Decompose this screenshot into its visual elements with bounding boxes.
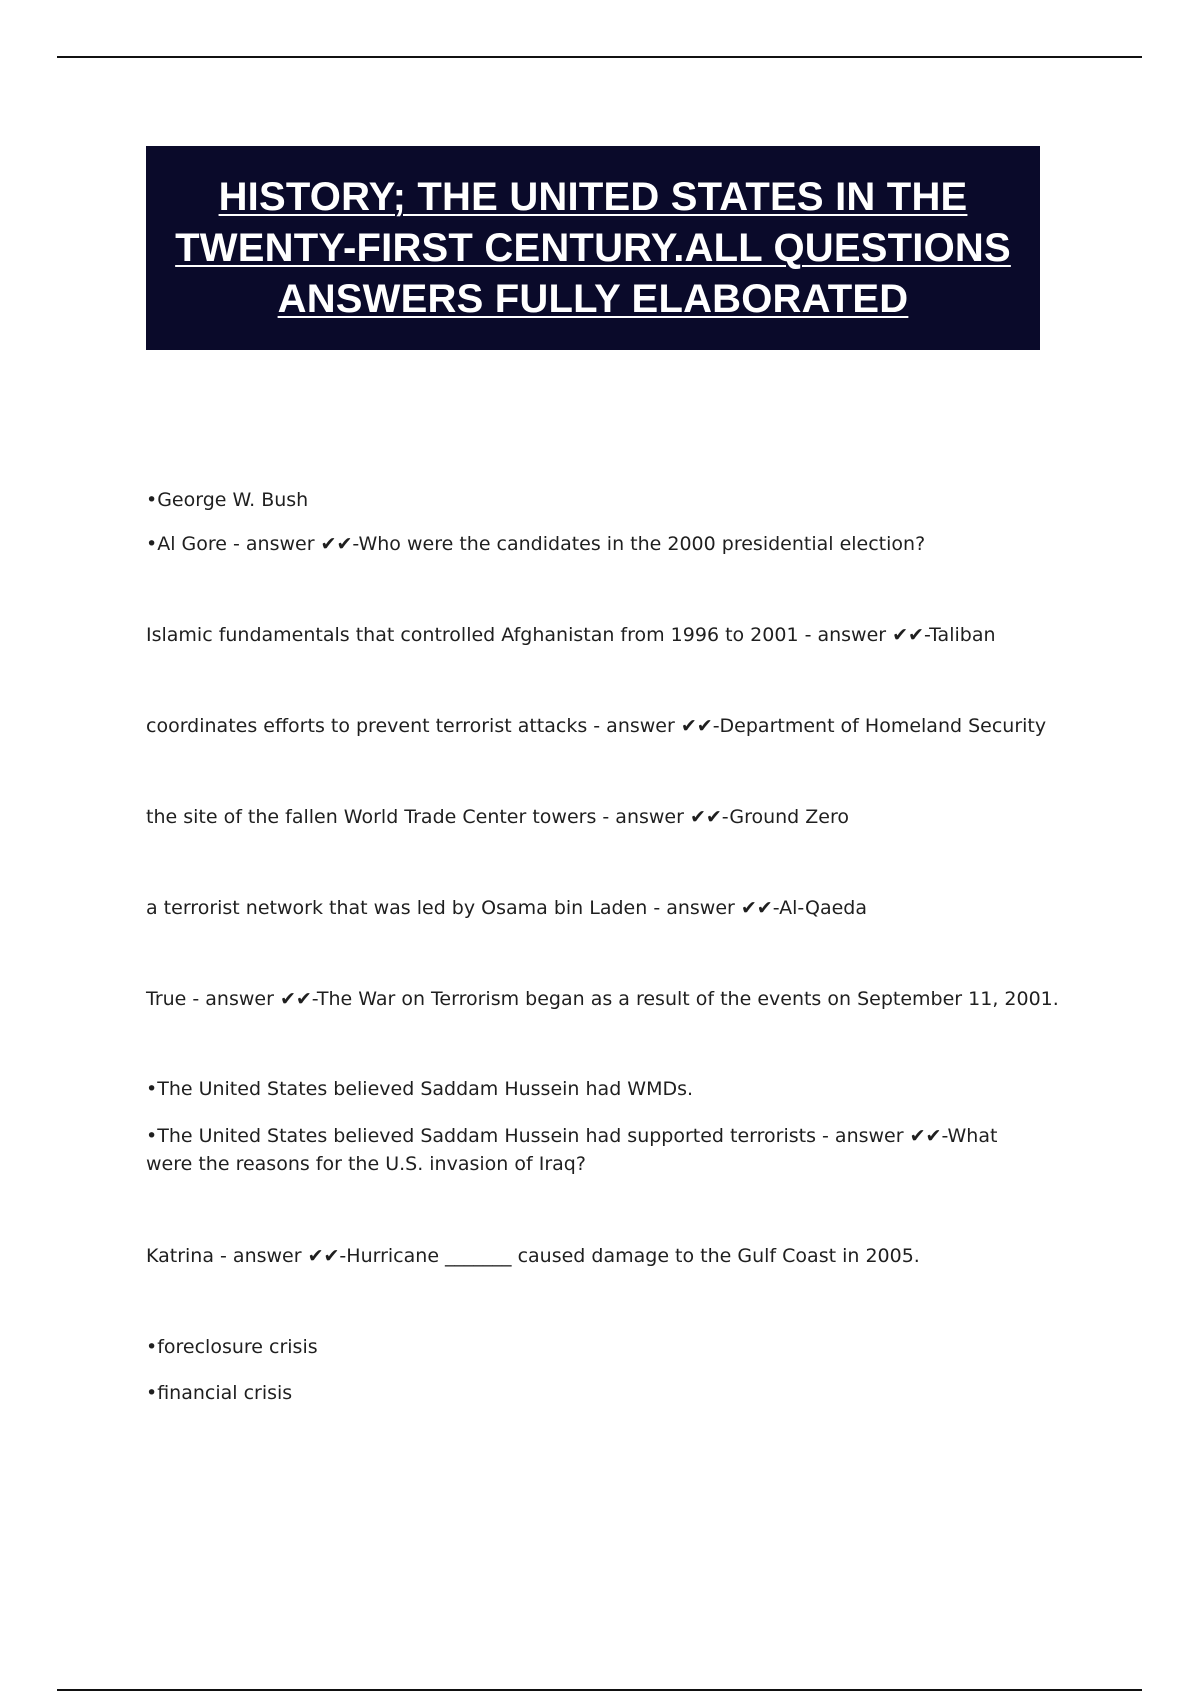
- footer-rule: [57, 1689, 1142, 1691]
- list-item: •The United States believed Saddam Hussein had supported terrorists - answer ✔✔-What were the reasons for the U.S. invasion of Iraq?: [146, 1125, 998, 1175]
- document-title: HISTORY; THE UNITED STATES IN THE TWENTY-FIRST CENTURY.ALL QUESTIONS ANSWERS FULLY ELABORATED: [175, 174, 1011, 321]
- list-item: •foreclosure crisis: [146, 1336, 318, 1358]
- qa-line: the site of the fallen World Trade Center towers - answer ✔✔-Ground Zero: [146, 806, 849, 828]
- qa-line: Katrina - answer ✔✔-Hurricane _______ caused damage to the Gulf Coast in 2005.: [146, 1245, 920, 1267]
- list-item: •Al Gore - answer ✔✔-Who were the candidates in the 2000 presidential election?: [146, 533, 926, 555]
- qa-line: True - answer ✔✔-The War on Terrorism began as a result of the events on September 11, 2001.: [146, 988, 1059, 1010]
- title-banner: [146, 146, 1040, 350]
- list-item: •The United States believed Saddam Hussein had WMDs.: [146, 1078, 694, 1100]
- header-rule: [57, 56, 1142, 58]
- list-item: •financial crisis: [146, 1382, 293, 1404]
- qa-line: Islamic fundamentals that controlled Afghanistan from 1996 to 2001 - answer ✔✔-Taliban: [146, 624, 996, 646]
- qa-line: coordinates efforts to prevent terrorist attacks - answer ✔✔-Department of Homeland Security: [146, 715, 1047, 737]
- list-item: •George W. Bush: [146, 489, 309, 511]
- qa-line: a terrorist network that was led by Osama bin Laden - answer ✔✔-Al-Qaeda: [146, 897, 867, 919]
